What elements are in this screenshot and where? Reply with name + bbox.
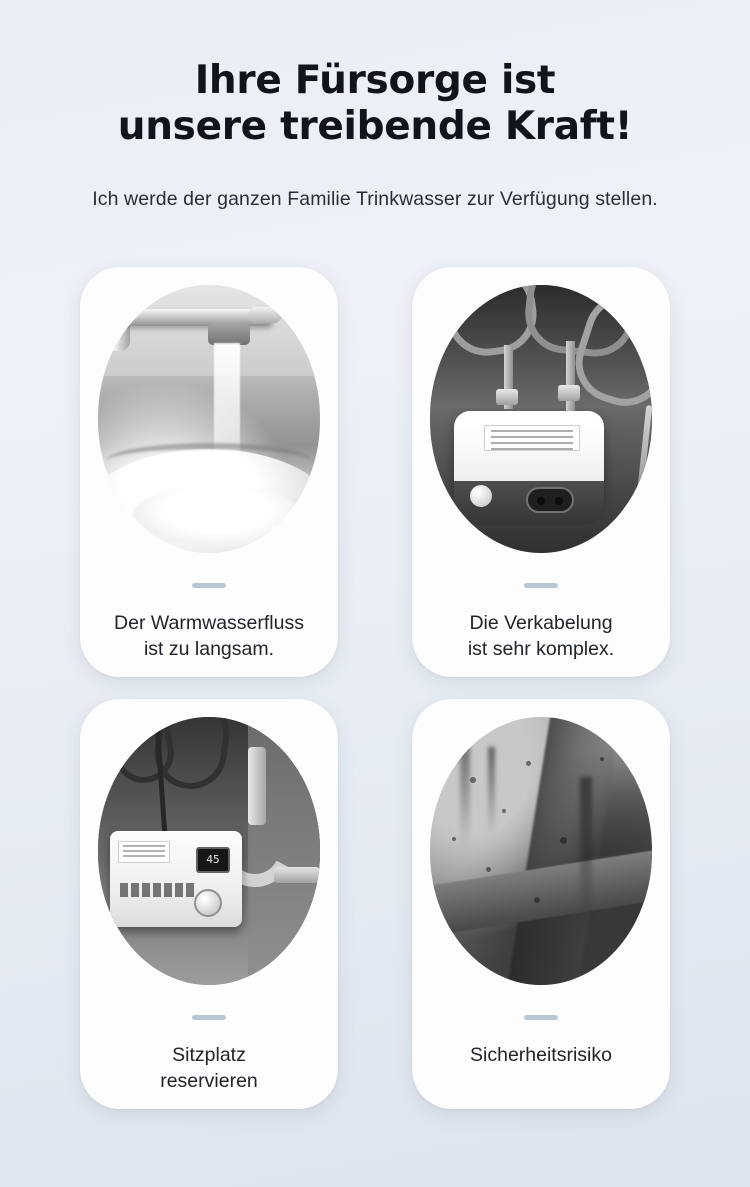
card-divider xyxy=(192,1015,226,1020)
feature-card-caption xyxy=(98,610,320,663)
card-divider xyxy=(524,1015,558,1020)
caption-line-2: ist sehr komplex. xyxy=(467,638,615,661)
caption-line-2: ist zu langsam. xyxy=(143,638,275,661)
feature-card-caption xyxy=(452,610,630,663)
feature-card-safety-risk[interactable] xyxy=(412,699,670,1109)
corroded-dirty-surface-photo xyxy=(430,717,652,985)
feature-card-grid xyxy=(80,267,670,1109)
heater-display-value: 45 xyxy=(206,853,220,867)
caption-line-1: Sitzplatz xyxy=(172,1044,246,1067)
under-sink-heater-installation-photo xyxy=(98,717,320,985)
feature-card-caption xyxy=(144,1042,274,1095)
caption-line-1: Die Verkabelung xyxy=(469,612,613,635)
card-divider xyxy=(192,583,226,588)
feature-card-wiring-complex[interactable] xyxy=(412,267,670,677)
page-title xyxy=(0,0,750,150)
feature-card-caption xyxy=(454,1042,628,1068)
caption-line-1: Der Warmwasserfluss xyxy=(114,612,304,635)
feature-card-reserved-seat[interactable] xyxy=(80,699,338,1109)
page-subtitle: Ich werde der ganzen Familie Trinkwasser zur Verfügung stellen. xyxy=(92,188,658,211)
card-divider xyxy=(524,583,558,588)
page-title-line-2: unsere treibende Kraft! xyxy=(117,104,633,150)
page-title-line-1: Ihre Fürsorge ist xyxy=(194,58,556,103)
kitchen-faucet-running-water-photo xyxy=(98,285,320,553)
feature-card-warm-water-flow[interactable] xyxy=(80,267,338,677)
tankless-water-heater-wiring-photo xyxy=(430,285,652,553)
caption-line-1: Sicherheitsrisiko xyxy=(470,1044,612,1067)
caption-line-2: reservieren xyxy=(160,1070,258,1093)
